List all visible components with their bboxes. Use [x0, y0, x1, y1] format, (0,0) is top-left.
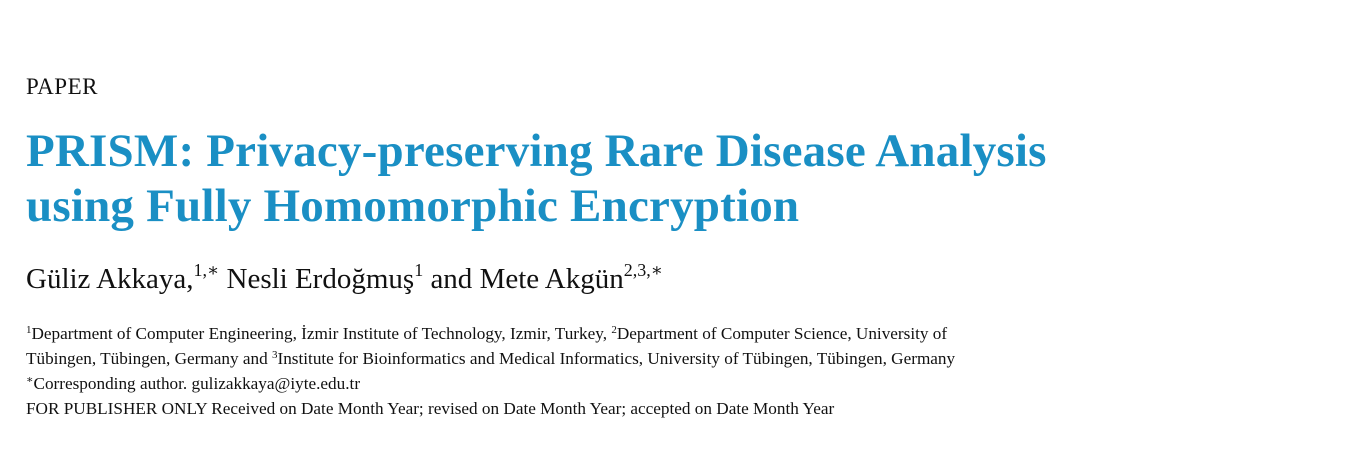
author-connector: and: [430, 263, 473, 295]
affiliation-text: Institute for Bioinformatics and Medical Informatics, University of Tübingen, Tübingen, Germany: [277, 349, 956, 368]
affiliation-text: Department of Computer Engineering, İzmir Institute of Technology, Izmir, Turkey,: [31, 324, 608, 343]
affiliation-line-2: [26, 346, 1316, 371]
affiliation-mark: 1: [26, 324, 32, 336]
author-affiliation-marks: 1: [414, 260, 424, 280]
corresponding-author-text: Corresponding author. gulizakkaya@iyte.edu.tr: [33, 374, 361, 393]
affiliation-line-1: [26, 321, 1316, 346]
author-list: [26, 262, 663, 296]
corresponding-mark: ∗: [26, 374, 34, 386]
publisher-note: FOR PUBLISHER ONLY Received on Date Month Year; revised on Date Month Year; accepted on Date Month Year: [26, 399, 835, 418]
paper-title-line-1: PRISM: Privacy-preserving Rare Disease Analysis: [26, 125, 1047, 177]
affiliations-block: [26, 321, 1316, 421]
affiliation-mark: 3: [271, 349, 278, 361]
paper-title: [26, 124, 1047, 234]
affiliation-mark: 2: [611, 324, 617, 336]
corresponding-author-line: [26, 371, 1316, 396]
article-type-label: PAPER: [26, 74, 98, 99]
author-name: Mete Akgün: [479, 263, 624, 295]
affiliation-text: Tübingen, Tübingen, Germany and: [26, 349, 268, 368]
author-affiliation-marks: 2,3,∗: [623, 260, 663, 280]
author-name: Güliz Akkaya,: [26, 263, 194, 295]
affiliation-text: Department of Computer Science, University of: [616, 324, 948, 343]
author-affiliation-marks: 1,∗: [193, 260, 220, 280]
author-name: Nesli Erdoğmuş: [226, 263, 415, 295]
paper-title-line-2: using Fully Homomorphic Encryption: [26, 180, 800, 232]
